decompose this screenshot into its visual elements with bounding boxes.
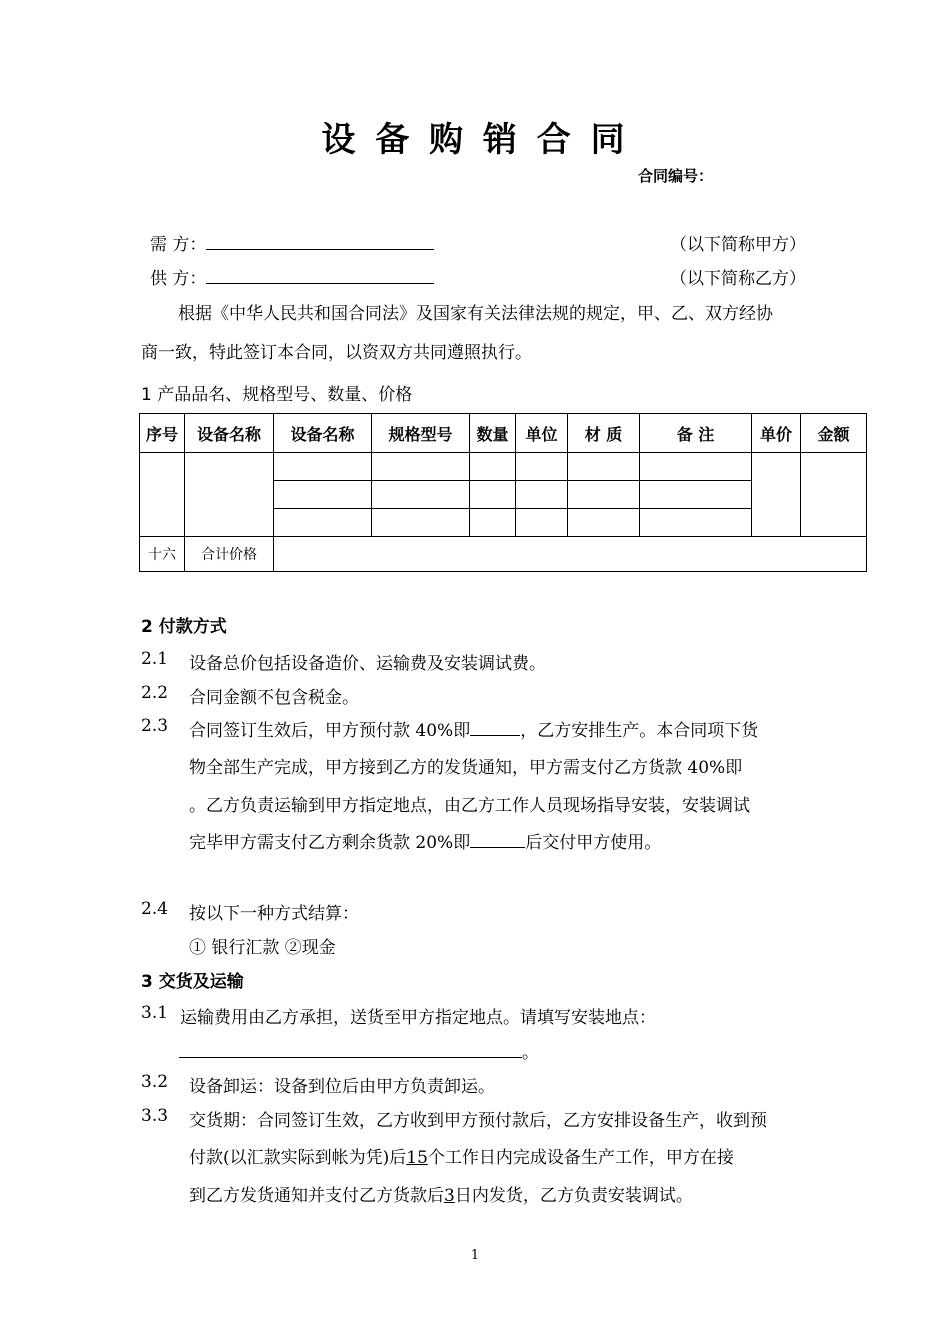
footer-number: 十六 — [140, 537, 185, 572]
clause-number: 2.3 — [141, 716, 169, 736]
clause-2-4-text: 按以下一种方式结算： — [189, 904, 359, 924]
clause-2-3-text-b: ，乙方安排生产。本合同项下货 — [520, 721, 759, 741]
clause-2-1-text: 设备总价包括设备造价、运输费及安装调试费。 — [189, 654, 546, 674]
col-header: 数量 — [470, 414, 516, 453]
clause-2-3-text-c: 完毕甲方需支付乙方剩余货款 20%即 — [189, 833, 471, 853]
clause-number: 2.2 — [141, 683, 169, 703]
install-address-line — [179, 1038, 539, 1063]
col-header: 规格型号 — [372, 414, 470, 453]
table-cell[interactable] — [568, 481, 640, 509]
clause-3-3-text-b: 个工作日内完成设备生产工作，甲方在接 — [427, 1148, 734, 1168]
table-row — [140, 453, 867, 481]
footer-label: 合计价格 — [185, 537, 274, 572]
table-cell[interactable] — [516, 509, 568, 537]
page-number: 1 — [470, 1248, 480, 1263]
clause-3-3-line-3 — [189, 1181, 693, 1206]
table-cell[interactable] — [470, 453, 516, 481]
clause-2-3-line-1 — [189, 716, 758, 741]
production-days: 15 — [406, 1148, 428, 1168]
table-cell[interactable] — [801, 453, 867, 537]
clause-3-3-text-a: 付款(以汇款实际到帐为凭)后 — [189, 1148, 407, 1168]
col-header: 备 注 — [640, 414, 752, 453]
seller-blank[interactable] — [206, 267, 434, 284]
table-cell[interactable] — [568, 453, 640, 481]
table-footer-row — [140, 537, 867, 572]
table-cell[interactable] — [752, 453, 801, 537]
col-header: 材 质 — [568, 414, 640, 453]
buyer-line — [150, 230, 434, 255]
clause-2-3-line-3: 。乙方负责运输到甲方指定地点，由乙方工作人员现场指导安装，安装调试 — [189, 796, 750, 816]
buyer-blank[interactable] — [206, 233, 434, 250]
document-title: 设 备 购 销 合 同 — [321, 120, 629, 160]
col-header: 设备名称 — [274, 414, 372, 453]
clause-number: 3.2 — [141, 1072, 169, 1092]
table-cell[interactable] — [640, 481, 752, 509]
seller-line — [150, 264, 434, 289]
clause-2-3-text-a: 合同签订生效后，甲方预付款 40%即 — [189, 721, 471, 741]
col-header: 单价 — [752, 414, 801, 453]
table-cell[interactable] — [185, 453, 274, 537]
table-cell[interactable] — [640, 453, 752, 481]
settlement-options[interactable]: ① 银行汇款 ②现金 — [189, 938, 336, 958]
seller-note: （以下简称乙方） — [670, 269, 806, 289]
section-1-heading: 1 产品品名、规格型号、数量、价格 — [141, 385, 413, 405]
table-cell[interactable] — [372, 453, 470, 481]
clause-2-2-text: 合同金额不包含税金。 — [189, 688, 359, 708]
clause-2-3-line-4 — [189, 828, 661, 853]
buyer-label: 需 方： — [150, 235, 207, 255]
clause-3-2-text: 设备卸运：设备到位后由甲方负责卸运。 — [189, 1077, 495, 1097]
product-table — [139, 413, 867, 572]
table-cell[interactable] — [516, 453, 568, 481]
final-payment-blank[interactable] — [470, 832, 525, 848]
clause-3-1-text: 运输费用由乙方承担，送货至甲方指定地点。请填写安装地点： — [180, 1008, 656, 1028]
total-price-cell[interactable] — [274, 537, 867, 572]
prepayment-blank[interactable] — [470, 720, 520, 736]
clause-3-1-end: 。 — [522, 1043, 539, 1063]
clause-number: 2.1 — [141, 649, 169, 669]
intro-line-1: 根据《中华人民共和国合同法》及国家有关法律法规的规定，甲、乙、双方经协 — [178, 304, 773, 324]
section-3-heading: 3 交货及运输 — [141, 972, 244, 992]
buyer-note: （以下简称甲方） — [670, 235, 806, 255]
contract-number-label: 合同编号： — [638, 167, 714, 185]
table-cell[interactable] — [274, 453, 372, 481]
table-cell[interactable] — [470, 509, 516, 537]
table-cell[interactable] — [372, 481, 470, 509]
clause-number: 3.1 — [141, 1003, 169, 1023]
col-header: 设备名称 — [185, 414, 274, 453]
shipping-days: 3 — [444, 1186, 455, 1206]
install-address-blank[interactable] — [179, 1042, 522, 1058]
clause-number: 3.3 — [141, 1106, 169, 1126]
col-header: 单位 — [516, 414, 568, 453]
clause-3-3-line-1: 交货期：合同签订生效，乙方收到甲方预付款后，乙方安排设备生产，收到预 — [189, 1111, 767, 1131]
table-cell[interactable] — [274, 481, 372, 509]
table-cell[interactable] — [274, 509, 372, 537]
clause-3-3-text-c: 到乙方发货通知并支付乙方货款后 — [189, 1186, 444, 1206]
col-header: 序号 — [140, 414, 185, 453]
section-2-heading: 2 付款方式 — [141, 617, 227, 637]
table-cell[interactable] — [372, 509, 470, 537]
clause-3-3-text-d: 日内发货，乙方负责安装调试。 — [454, 1186, 693, 1206]
clause-2-3-text-d: 后交付甲方使用。 — [525, 833, 662, 853]
clause-number: 2.4 — [141, 899, 169, 919]
table-cell[interactable] — [140, 453, 185, 537]
intro-line-2: 商一致，特此签订本合同，以资双方共同遵照执行。 — [141, 343, 532, 363]
clause-2-3-line-2: 物全部生产完成，甲方接到乙方的发货通知，甲方需支付乙方货款 40%即 — [189, 758, 743, 778]
table-cell[interactable] — [640, 509, 752, 537]
col-header: 金额 — [801, 414, 867, 453]
table-header-row — [140, 414, 867, 453]
table-cell[interactable] — [568, 509, 640, 537]
table-cell[interactable] — [470, 481, 516, 509]
clause-3-3-line-2 — [189, 1143, 734, 1168]
seller-label: 供 方： — [150, 269, 207, 289]
table-cell[interactable] — [516, 481, 568, 509]
